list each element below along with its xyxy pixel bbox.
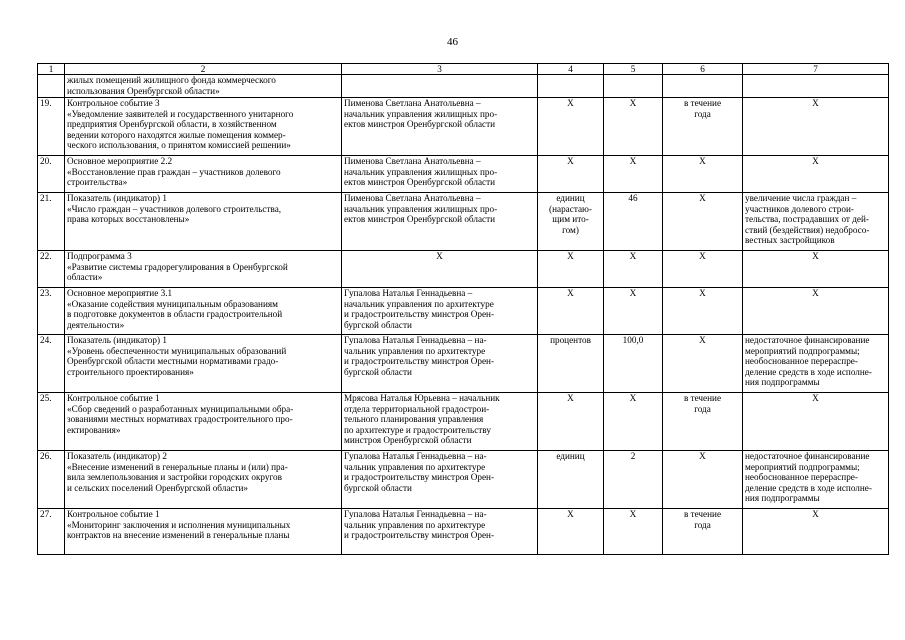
table-row bbox=[38, 288, 889, 335]
unit-cell: Х bbox=[538, 156, 604, 193]
description-cell: Показатель (индикатор) 1 «Число граждан – участников долевого строительства, права которых восстановлены» bbox=[65, 193, 342, 251]
value-cell: Х bbox=[604, 98, 663, 156]
row-number-cell: 19. bbox=[38, 98, 65, 156]
deadline-cell: в течение года bbox=[663, 98, 743, 156]
value-cell: Х bbox=[604, 251, 663, 288]
column-header: 4 bbox=[538, 64, 604, 75]
responsible-cell: Пименова Светлана Анатольевна – начальник управления жилищных про- ектов минстроя Оренбургской области bbox=[342, 193, 538, 251]
deadline-cell bbox=[663, 75, 743, 98]
column-header: 6 bbox=[663, 64, 743, 75]
table-row bbox=[38, 451, 889, 509]
result-cell: Х bbox=[743, 288, 889, 335]
description-cell: Основное мероприятие 2.2 «Восстановление прав граждан – участников долевого строительства» bbox=[65, 156, 342, 193]
description-cell: Контрольное событие 3 «Уведомление заявителей и государственного унитарного предприятия Оренбургской области, в хозяйственном ведении которого находятся жилые помещения коммер- ческого использования, о принятом комиссией решении» bbox=[65, 98, 342, 156]
description-cell: Контрольное событие 1 «Мониторинг заключения и исполнения муниципальных контрактов на внесение изменений в генеральные планы bbox=[65, 509, 342, 555]
description-cell: Показатель (индикатор) 2 «Внесение изменений в генеральные планы и (или) пра- вила землепользования и застройки городских округов и сельских поселений Оренбургской области» bbox=[65, 451, 342, 509]
row-number-cell: 26. bbox=[38, 451, 65, 509]
unit-cell: Х bbox=[538, 98, 604, 156]
unit-cell: Х bbox=[538, 251, 604, 288]
row-number-cell: 25. bbox=[38, 393, 65, 451]
value-cell: 46 bbox=[604, 193, 663, 251]
row-number-cell: 27. bbox=[38, 509, 65, 555]
table-row bbox=[38, 156, 889, 193]
responsible-cell: Мрясова Наталья Юрьевна – начальник отдела территориальной градострои- тельного планирования управления по архитектуре и градостроительству минстроя Оренбургской области bbox=[342, 393, 538, 451]
value-cell: Х bbox=[604, 156, 663, 193]
deadline-cell: в течение года bbox=[663, 509, 743, 555]
table-row bbox=[38, 393, 889, 451]
unit-cell: единиц (нарастаю- щим ито- гом) bbox=[538, 193, 604, 251]
responsible-cell: Пименова Светлана Анатольевна – начальник управления жилищных про- ектов минстроя Оренбургской области bbox=[342, 156, 538, 193]
responsible-cell: Гупалова Наталья Геннадьевна – на- чальник управления по архитектуре и градостроительству минстроя Орен- bbox=[342, 509, 538, 555]
unit-cell: Х bbox=[538, 393, 604, 451]
row-number-cell: 23. bbox=[38, 288, 65, 335]
responsible-cell: Гупалова Наталья Геннадьевна – на- чальник управления по архитектуре и градостроительству минстроя Орен- бургской области bbox=[342, 451, 538, 509]
unit-cell bbox=[538, 75, 604, 98]
unit-cell: единиц bbox=[538, 451, 604, 509]
description-cell: жилых помещений жилищного фонда коммерческого использования Оренбургской области» bbox=[65, 75, 342, 98]
result-cell: Х bbox=[743, 98, 889, 156]
table-row bbox=[38, 335, 889, 393]
responsible-cell: Х bbox=[342, 251, 538, 288]
deadline-cell: Х bbox=[663, 288, 743, 335]
table-row bbox=[38, 509, 889, 555]
value-cell bbox=[604, 75, 663, 98]
table-row bbox=[38, 75, 889, 98]
responsible-cell: Гупалова Наталья Геннадьевна – начальник управления по архитектуре и градостроительству минстроя Орен- бургской области bbox=[342, 288, 538, 335]
deadline-cell: Х bbox=[663, 251, 743, 288]
value-cell: Х bbox=[604, 288, 663, 335]
value-cell: Х bbox=[604, 509, 663, 555]
table-row bbox=[38, 98, 889, 156]
deadline-cell: в течение года bbox=[663, 393, 743, 451]
table-row bbox=[38, 193, 889, 251]
unit-cell: Х bbox=[538, 288, 604, 335]
value-cell: 100,0 bbox=[604, 335, 663, 393]
row-number-cell: 20. bbox=[38, 156, 65, 193]
column-header: 1 bbox=[38, 64, 65, 75]
description-cell: Основное мероприятие 3.1 «Оказание содействия муниципальным образованиям в подготовке документов в области градостроительной деятельности» bbox=[65, 288, 342, 335]
column-header: 2 bbox=[65, 64, 342, 75]
responsible-cell bbox=[342, 75, 538, 98]
description-cell: Контрольное событие 1 «Сбор сведений о разработанных муниципальными обра- зованиями местных нормативах градостроительного про- ектирования» bbox=[65, 393, 342, 451]
result-cell: Х bbox=[743, 393, 889, 451]
deadline-cell: Х bbox=[663, 335, 743, 393]
column-header: 5 bbox=[604, 64, 663, 75]
header-row bbox=[38, 64, 889, 75]
deadline-cell: Х bbox=[663, 451, 743, 509]
value-cell: 2 bbox=[604, 451, 663, 509]
row-number-cell bbox=[38, 75, 65, 98]
deadline-cell: Х bbox=[663, 156, 743, 193]
description-cell: Подпрограмма 3 «Развитие системы градорегулирования в Оренбургской области» bbox=[65, 251, 342, 288]
unit-cell: процентов bbox=[538, 335, 604, 393]
row-number-cell: 21. bbox=[38, 193, 65, 251]
value-cell: Х bbox=[604, 393, 663, 451]
column-header: 7 bbox=[743, 64, 889, 75]
result-cell: Х bbox=[743, 251, 889, 288]
result-cell: Х bbox=[743, 509, 889, 555]
result-cell bbox=[743, 75, 889, 98]
result-cell: увеличение числа граждан – участников долевого строи- тельства, пострадавших от дей- ствий (бездействия) недобросо- вестных застройщиков bbox=[743, 193, 889, 251]
result-cell: Х bbox=[743, 156, 889, 193]
row-number-cell: 24. bbox=[38, 335, 65, 393]
page-number: 46 bbox=[447, 36, 458, 48]
responsible-cell: Пименова Светлана Анатольевна – начальник управления жилищных про- ектов минстроя Оренбургской области bbox=[342, 98, 538, 156]
result-cell: недостаточное финансирование мероприятий подпрограммы; необоснованное перераспре- деление средств в ходе исполне- ния подпрограммы bbox=[743, 335, 889, 393]
row-number-cell: 22. bbox=[38, 251, 65, 288]
result-cell: недостаточное финансирование мероприятий подпрограммы; необоснованное перераспре- деление средств в ходе исполне- ния подпрограммы bbox=[743, 451, 889, 509]
unit-cell: Х bbox=[538, 509, 604, 555]
table-row bbox=[38, 251, 889, 288]
description-cell: Показатель (индикатор) 1 «Уровень обеспеченности муниципальных образований Оренбургской области местными нормативами градо- строительного проектирования» bbox=[65, 335, 342, 393]
deadline-cell: Х bbox=[663, 193, 743, 251]
responsible-cell: Гупалова Наталья Геннадьевна – на- чальник управления по архитектуре и градостроительству минстроя Орен- бургской области bbox=[342, 335, 538, 393]
column-header: 3 bbox=[342, 64, 538, 75]
plan-table bbox=[37, 63, 889, 555]
